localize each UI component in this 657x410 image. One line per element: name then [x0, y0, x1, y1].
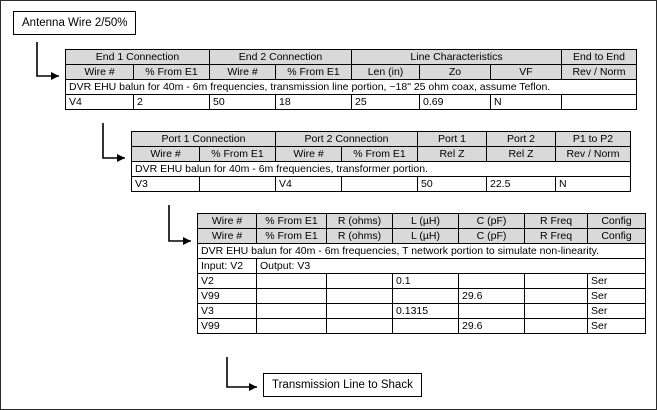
cell-r-ohms [327, 289, 393, 304]
cell-config: Ser [588, 304, 646, 319]
table-row-description [198, 244, 646, 259]
cell-l-uh: 0.1 [393, 274, 459, 289]
subheader-config: Config [588, 229, 646, 244]
table-row-description [66, 80, 637, 95]
table-row-group-headers [66, 50, 637, 65]
table-row [198, 274, 646, 289]
label-shack-text: Transmission Line to Shack [272, 379, 413, 391]
subheader-wire-1: Wire # [66, 65, 134, 80]
header-port2: Port 2 [487, 132, 556, 147]
subheader-wire-2: Wire # [210, 65, 276, 80]
header-end1-connection: End 1 Connection [66, 50, 210, 65]
cell-rel-z-1: 50 [418, 177, 487, 192]
label-transmission-line-shack [263, 373, 422, 397]
cell-pct-from-e1 [257, 274, 327, 289]
cell-wire: V99 [198, 319, 257, 334]
table-row-group-headers [132, 132, 631, 147]
cell-wire: V99 [198, 289, 257, 304]
subheader-rev-norm: Rev / Norm [562, 65, 637, 80]
label-antenna-text: Antenna Wire 2/50% [22, 17, 128, 29]
cell-vf: N [491, 95, 562, 110]
cell-input: Input: V2 [198, 259, 257, 274]
cell-wire-2: 50 [210, 95, 276, 110]
cell-rel-z-2: 22.5 [487, 177, 556, 192]
table-row [198, 289, 646, 304]
cell-config: Ser [588, 289, 646, 304]
cell-description: DVR EHU balun for 40m - 6m frequencies, transmission line portion, ~18" 25 ohm coax, assume Teflon. [66, 80, 637, 95]
cell-rev-norm [562, 95, 637, 110]
cell-l-uh: 0.1315 [393, 304, 459, 319]
header-port1-connection: Port 1 Connection [132, 132, 276, 147]
subheader-c-pf: C (pF) [459, 229, 525, 244]
cell-wire-1: V3 [132, 177, 200, 192]
table-row-io [198, 259, 646, 274]
header-end-to-end: End to End [562, 50, 637, 65]
cell-pct-from-e1-1: 2 [134, 95, 210, 110]
cell-pct-from-e1 [257, 304, 327, 319]
cell-c-pf: 29.6 [459, 319, 525, 334]
header-end2-connection: End 2 Connection [210, 50, 352, 65]
table-row-headers-top [198, 214, 646, 229]
cell-l-uh [393, 319, 459, 334]
cell-c-pf: 29.6 [459, 289, 525, 304]
cell-r-ohms [327, 304, 393, 319]
cell-wire: V3 [198, 304, 257, 319]
table-row-headers-sub [198, 229, 646, 244]
header-wire: Wire # [198, 214, 257, 229]
header-p1-to-p2: P1 to P2 [556, 132, 631, 147]
subheader-wire: Wire # [198, 229, 257, 244]
cell-pct-from-e1-1 [200, 177, 276, 192]
cell-r-ohms [327, 274, 393, 289]
label-antenna-wire [13, 11, 136, 35]
header-l-uh: L (µH) [393, 214, 459, 229]
cell-pct-from-e1 [257, 289, 327, 304]
subheader-rel-z-2: Rel Z [487, 147, 556, 162]
subheader-rel-z-1: Rel Z [418, 147, 487, 162]
subheader-vf: VF [491, 65, 562, 80]
cell-r-freq [525, 319, 588, 334]
cell-wire: V2 [198, 274, 257, 289]
table-transmission-line [65, 49, 637, 110]
header-port1: Port 1 [418, 132, 487, 147]
subheader-pct-from-e1-1: % From E1 [134, 65, 210, 80]
table-row [198, 304, 646, 319]
cell-r-freq [525, 274, 588, 289]
cell-rev-norm: N [556, 177, 631, 192]
header-r-freq: R Freq [525, 214, 588, 229]
cell-pct-from-e1-2 [342, 177, 418, 192]
cell-r-ohms [327, 319, 393, 334]
cell-wire-2: V4 [276, 177, 342, 192]
table-row-description [132, 162, 631, 177]
table-row [132, 177, 631, 192]
cell-description: DVR EHU balun for 40m - 6m frequencies, T network portion to simulate non-linearity. [198, 244, 646, 259]
cell-zo: 0.69 [420, 95, 491, 110]
cell-config: Ser [588, 319, 646, 334]
table-row [198, 319, 646, 334]
subheader-pct-from-e1-2: % From E1 [276, 65, 352, 80]
subheader-zo: Zo [420, 65, 491, 80]
cell-pct-from-e1-2: 18 [276, 95, 352, 110]
header-r-ohms: R (ohms) [327, 214, 393, 229]
cell-len-in: 25 [352, 95, 420, 110]
subheader-pct-from-e1-1: % From E1 [200, 147, 276, 162]
subheader-pct-from-e1: % From E1 [257, 229, 327, 244]
header-config: Config [588, 214, 646, 229]
cell-config: Ser [588, 274, 646, 289]
subheader-r-ohms: R (ohms) [327, 229, 393, 244]
table-row [66, 95, 637, 110]
cell-pct-from-e1 [257, 319, 327, 334]
table-transformer [131, 131, 631, 192]
subheader-len-in: Len (in) [352, 65, 420, 80]
subheader-l-uh: L (µH) [393, 229, 459, 244]
table-t-network [197, 213, 646, 334]
table-row-sub-headers [66, 65, 637, 80]
cell-c-pf [459, 274, 525, 289]
cell-description: DVR EHU balun for 40m - 6m frequencies, transformer portion. [132, 162, 631, 177]
subheader-rev-norm: Rev / Norm [556, 147, 631, 162]
cell-l-uh [393, 289, 459, 304]
table-row-sub-headers [132, 147, 631, 162]
header-c-pf: C (pF) [459, 214, 525, 229]
cell-c-pf [459, 304, 525, 319]
cell-r-freq [525, 289, 588, 304]
subheader-pct-from-e1-2: % From E1 [342, 147, 418, 162]
cell-r-freq [525, 304, 588, 319]
subheader-r-freq: R Freq [525, 229, 588, 244]
header-pct-from-e1: % From E1 [257, 214, 327, 229]
cell-wire-1: V4 [66, 95, 134, 110]
subheader-wire-1: Wire # [132, 147, 200, 162]
subheader-wire-2: Wire # [276, 147, 342, 162]
cell-output: Output: V3 [257, 259, 646, 274]
header-port2-connection: Port 2 Connection [276, 132, 418, 147]
header-line-characteristics: Line Characteristics [352, 50, 562, 65]
